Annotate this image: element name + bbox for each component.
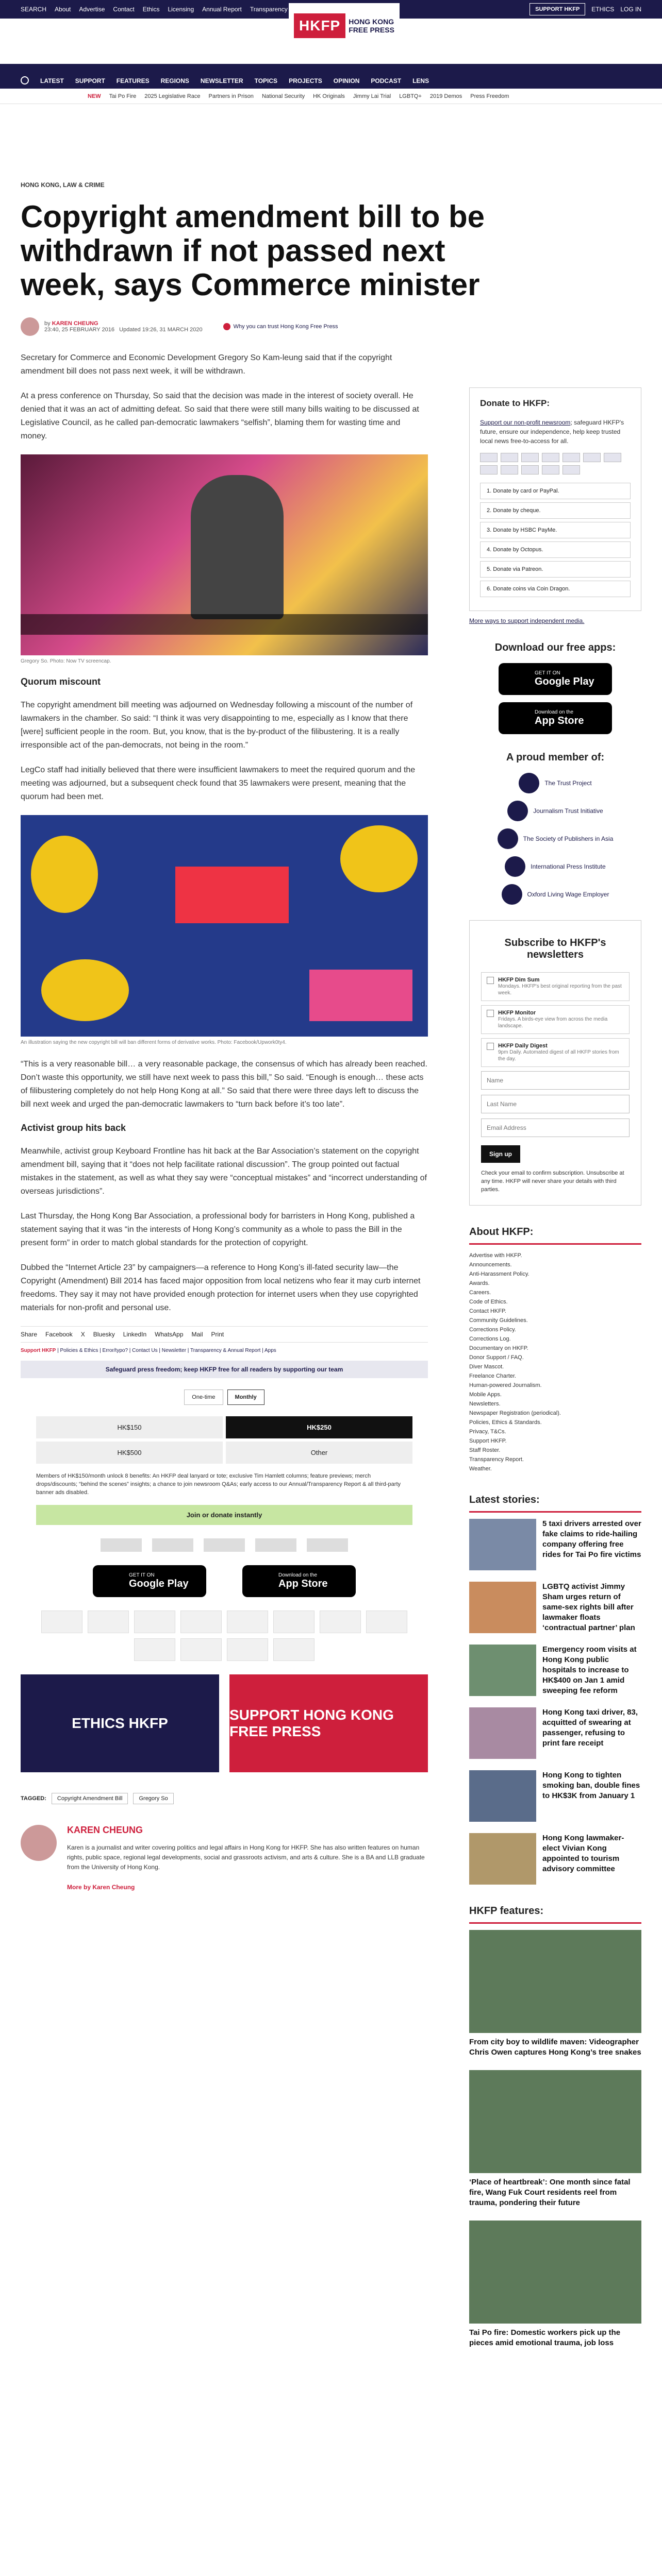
about-item[interactable]: Anti-Harassment Policy. [469,1271,529,1277]
membership-note: Members of HK$150/month unlock 8 benefits: An HKFP deal lanyard or tote; exclusive Tim Hamlett columns; feature previews; merch drops/discounts; “behind the scenes” insights; a chance to join newsroom Q&As; early access to our Annual/Transparency Report & all third-party banner ads disabled. [36,1473,401,1496]
newsletter-title: Subscribe to HKFP's newsletters [504,937,606,960]
story-thumbnail[interactable] [469,1770,536,1822]
mastercard-icon [41,1611,82,1633]
latest-story[interactable] [469,1770,641,1822]
jti-icon [507,801,528,821]
donation-frequency [21,1389,428,1405]
octopus-icon [366,1611,407,1633]
byline-by: by [44,320,51,327]
story-thumbnail[interactable] [469,1645,536,1696]
newsletter-box [469,920,641,1206]
top-ethics-link[interactable]: ETHICS [591,6,615,13]
nav-opinion[interactable]: OPINION [333,77,360,84]
author-avatar [21,317,39,336]
nav-regions[interactable]: REGIONS [160,77,189,84]
top-link-transparency[interactable]: Transparency [250,6,288,13]
photo-caption: An illustration saying the new copyright bill will ban different forms of derivative works. Photo: Facebook/Upwork0ty4. [21,1040,287,1045]
trust-icon [223,323,230,330]
sidebar-google-play-badge[interactable]: GET IT ON Google Play [499,663,612,695]
story-thumbnail[interactable] [469,1833,536,1885]
payment-methods [21,1611,428,1661]
subnav-item[interactable]: HK Originals [313,93,345,99]
subnav-item[interactable]: Partners in Prison [208,93,254,99]
feature-story[interactable] [469,1930,641,2058]
promo-ethics-video[interactable]: ETHICS HKFP [21,1674,219,1772]
ipi-icon [505,856,525,877]
last-name-field[interactable] [481,1095,630,1113]
published-date: 23:40, 25 FEBRUARY 2016 [44,327,114,333]
logo-sopa[interactable] [204,1538,245,1552]
top-link-annual-report[interactable]: Annual Report [202,6,242,13]
story-title[interactable]: Hong Kong taxi driver, 83, acquitted of swearing at passenger, refusing to print fare receipt [542,1708,638,1748]
nav-latest[interactable]: LATEST [40,77,64,84]
paragraph: Last Thursday, the Hong Kong Bar Association, a professional body for barristers in Hong Kong, published a statement saying that it was “in the interests of Hong Kong’s community as a whole to pass the Bill in the present form” in order to match global standards for the protection of copyright. [21,1212,415,1247]
amount-option[interactable]: HK$150 [36,1416,223,1438]
about-item[interactable]: Support HKFP. [469,1438,507,1444]
subheading: Quorum miscount [21,676,101,687]
email-field[interactable] [481,1118,630,1137]
donate-option[interactable]: 5. Donate via Patreon. [480,561,631,578]
checkbox[interactable] [487,1010,494,1017]
article-category[interactable]: HONG KONG, LAW & CRIME [21,181,105,189]
amount-option[interactable]: HK$500 [36,1442,223,1464]
subnav-new-label: NEW [88,93,101,99]
subnav-item[interactable]: 2019 Demos [429,93,462,99]
about-item[interactable]: Corrections Policy. [469,1327,516,1333]
paragraph: Meanwhile, activist group Keyboard Frontline has hit back at the Bar Association’s statement on the copyright amendment bill, saying that it “does not help facilitate rational discussion”. The group pointed out factual mistakes in the statement, as well as what they say were “conceptual mistakes” and “incorrect understanding of overseas jurisdictions”. [21,1147,427,1196]
about-item[interactable]: Staff Roster. [469,1447,501,1453]
story-thumbnail[interactable] [469,1707,536,1759]
unionpay-icon [273,1611,315,1633]
share-linkedin[interactable]: LinkedIn [123,1331,147,1338]
login-link[interactable]: LOG IN [620,6,641,13]
patreon-icon [134,1638,175,1661]
nav-projects[interactable]: PROJECTS [289,77,322,84]
share-label[interactable]: Share [21,1331,38,1338]
trust-project-icon [519,773,539,793]
newsletter-note: Check your email to confirm subscription. Unsubscribe at any time. HKFP will never share your details with third parties. [481,1170,624,1193]
living-wage-icon [502,884,522,905]
about-item[interactable]: Advertise with HKFP. [469,1252,522,1259]
support-links[interactable]: Support HKFP | Policies & Ethics | Error/typo? | Contact Us | Newsletter | Transparency & Annual Report | Apps [21,1348,276,1353]
donate-option[interactable]: 6. Donate coins via Coin Dragon. [480,581,631,597]
logo-jti[interactable] [152,1538,193,1552]
feature-image[interactable] [469,1930,641,2033]
paragraph: Dubbed the “Internet Article 23” by campaigners—a reference to Hong Kong’s ill-fated security law—the Copyright (Amendment) Bill 2014 has faced major opposition from local netizens who fear it may curb internet freedoms. They say it may not have provided enough protection for internet users when they use copyrighted materials for non-profit and personal use. [21,1263,421,1312]
member-heading: A proud member of: [506,752,605,763]
share-print[interactable]: Print [211,1331,224,1338]
amount-option[interactable]: Other [226,1442,412,1464]
top-link-licensing[interactable]: Licensing [168,6,194,13]
latest-story[interactable] [469,1519,641,1570]
donate-title: Donate to HKFP: [480,398,550,408]
nav-support[interactable]: SUPPORT [75,77,105,84]
nav-newsletter[interactable]: NEWSLETTER [200,77,243,84]
join-donate-button[interactable]: Join or donate instantly [36,1505,412,1525]
newsletter-option[interactable]: HKFP Monitor Fridays. A birds-eye view from across the media landscape. [481,1005,630,1034]
donate-option[interactable]: 4. Donate by Octopus. [480,541,631,558]
top-link-advertise[interactable]: Advertise [79,6,105,13]
feature-title[interactable]: Tai Po fire: Domestic workers pick up the pieces amid emotional trauma, job loss [469,2328,621,2347]
share-bluesky[interactable]: Bluesky [93,1331,115,1338]
about-item[interactable]: Careers. [469,1290,491,1296]
share-facebook[interactable]: Facebook [45,1331,73,1338]
story-title[interactable]: Hong Kong to tighten smoking ban, double fines to HK$3K from January 1 [542,1771,640,1800]
member-sopa[interactable]: The Society of Publishers in Asia [469,828,641,849]
donate-option[interactable]: 3. Donate by HSBC PayMe. [480,522,631,538]
checkbox[interactable] [487,1043,494,1050]
donate-intro-link[interactable]: Support our non-profit newsroom [480,419,571,426]
story-title[interactable]: LGBTQ activist Jimmy Sham urges return of same-sex rights bill after lawmaker floats ‘contractual partner’ plan [542,1582,635,1632]
paragraph: Secretary for Commerce and Economic Development Gregory So Kam-leung said that if the copyright amendment bill does not pass next week, it will be withdrawn. [21,353,392,376]
donate-option[interactable]: 2. Donate by cheque. [480,502,631,519]
newsletter-option[interactable]: HKFP Daily Digest 9pm Daily. Automated digest of all HKFP stories from the day. [481,1038,630,1067]
tag[interactable]: Gregory So [133,1793,173,1804]
author-bio-avatar [21,1825,57,1861]
byline [21,317,641,336]
about-title: About HKFP: [469,1226,641,1245]
about-item[interactable]: Weather. [469,1466,492,1472]
gpay-icon [227,1638,268,1661]
latest-story[interactable] [469,1833,641,1885]
newsletter-option[interactable]: HKFP Dim Sum Mondays. HKFP's best original reporting from the past week. [481,972,630,1001]
latest-story[interactable] [469,1582,641,1633]
logo-line-2: FREE PRESS [349,26,394,34]
signup-button[interactable]: Sign up [481,1145,520,1163]
safeguard-banner[interactable]: Safeguard press freedom; keep HKFP free for all readers by supporting our team [21,1361,428,1378]
promo-support-video[interactable]: SUPPORT HONG KONG FREE PRESS [229,1674,428,1772]
sidebar-app-store-badge[interactable]: Download on the App Store [499,702,612,734]
subnav-item[interactable]: Press Freedom [470,93,509,99]
paragraph: The copyright amendment bill meeting was adjourned on Wednesday following a miscount of the number of lawmakers in the chamber. So said: “I think it was very disappointing to me, especially as I know that there [were] sufficient people in the room. But, you know, that is the by-product of the filibustering. It is a really irresponsible act of the pan-democrats, not being in the room.” [21,701,413,750]
subheading: Activist group hits back [21,1123,126,1133]
article-illustration[interactable] [21,815,428,1037]
about-list [469,1251,641,1473]
nav-lens[interactable]: LENS [412,77,429,84]
more-ways-link[interactable]: More ways to support independent media. [469,617,585,624]
about-item[interactable]: Diver Mascot. [469,1364,504,1370]
author-bio [21,1825,428,1891]
feature-image[interactable] [469,2221,641,2324]
nav-topics[interactable]: TOPICS [254,77,278,84]
top-link-contact[interactable]: Contact [113,6,135,13]
amount-option-selected[interactable]: HK$250 [226,1416,412,1438]
first-name-field[interactable] [481,1071,630,1090]
tags-label: TAGGED: [21,1795,46,1802]
photo-caption: Gregory So. Photo: Now TV screencap. [21,658,111,664]
about-item[interactable]: Policies, Ethics & Standards. [469,1419,542,1426]
site-logo[interactable] [289,3,400,48]
applepay-icon [273,1638,315,1661]
about-item[interactable]: Documentary on HKFP. [469,1345,528,1351]
nav-podcast[interactable]: PODCAST [371,77,402,84]
about-item[interactable]: Mobile Apps. [469,1392,502,1398]
story-thumbnail[interactable] [469,1519,536,1570]
subnav-item[interactable]: National Security [261,93,305,99]
about-item[interactable]: Donor Support / FAQ. [469,1354,524,1361]
main-nav [0,64,662,89]
article-tags [21,1793,428,1804]
subnav-item[interactable]: Tai Po Fire [109,93,137,99]
latest-story[interactable] [469,1645,641,1696]
top-bar [0,0,662,34]
feature-image[interactable] [469,2070,641,2173]
author-bio-text: Karen is a journalist and writer covering politics and legal affairs in Hong Kong for HKFP. She has also written features on human rights, public space, regional legal developments, social and grassroots activism, and arts & culture. She is a BA and LLB graduate from the University of Hong Kong. [67,1844,425,1871]
member-ipi[interactable]: International Press Institute [469,856,641,877]
share-bar [21,1326,428,1343]
about-item[interactable]: Contact HKFP. [469,1308,506,1314]
about-item[interactable]: Announcements. [469,1262,512,1268]
trust-link[interactable] [223,323,338,330]
features-title: HKFP features: [469,1905,641,1924]
payment-card-icons [480,453,631,474]
logo-line-1: HONG KONG [349,18,394,26]
feature-story[interactable] [469,2221,641,2348]
features-section [469,1905,641,2348]
author-bio-name[interactable]: KAREN CHEUNG [67,1825,143,1835]
payme-icon [180,1638,222,1661]
member-logos-row [21,1538,428,1552]
nav-features[interactable]: FEATURES [116,77,150,84]
share-mail[interactable]: Mail [191,1331,203,1338]
logo-living-wage[interactable] [307,1538,348,1552]
author-link[interactable]: KAREN CHEUNG [52,320,98,327]
share-x[interactable]: X [80,1331,85,1338]
article-title: Copyright amendment bill to be withdrawn if not passed next week, says Commerce minister [21,199,485,302]
app-download-row [21,1565,428,1597]
tag[interactable]: Copyright Amendment Bill [52,1793,128,1804]
about-item[interactable]: Newspaper Registration (periodical). [469,1410,561,1416]
about-item[interactable]: Human-powered Journalism. [469,1382,542,1388]
promo-videos [21,1674,428,1772]
top-link-about[interactable]: About [55,6,71,13]
member-living-wage[interactable]: Oxford Living Wage Employer [469,884,641,905]
support-hkfp-button[interactable]: SUPPORT HKFP [529,3,585,15]
top-links [21,6,333,13]
jcb-icon [227,1611,268,1633]
article-body [21,351,428,1891]
about-item[interactable]: Freelance Charter. [469,1373,517,1379]
about-item[interactable]: Newsletters. [469,1401,501,1407]
member-trust-project[interactable]: The Trust Project [469,773,641,793]
about-item[interactable]: Community Guidelines. [469,1317,528,1324]
sub-nav [0,89,662,104]
story-thumbnail[interactable] [469,1582,536,1633]
apps-heading: Download our free apps: [494,642,616,653]
paragraph: LegCo staff had initially believed that there were insufficient lawmakers to meet the required quorum and the meeting was adjourned, but a subsequent check found that 35 lawmakers were present, meaning that the quorum had been met. [21,766,416,801]
freq-one-time[interactable]: One-time [184,1389,223,1405]
logo-trust-project[interactable] [101,1538,142,1552]
story-title[interactable]: 5 taxi drivers arrested over fake claims to ride-hailing company offering free rides for Tai Po fire victims [542,1519,641,1559]
trust-text: Why you can trust Hong Kong Free Press [233,324,338,330]
story-title[interactable]: Hong Kong lawmaker-elect Vivian Kong appointed to tourism advisory committee [542,1834,624,1873]
about-section [469,1226,641,1473]
about-item[interactable]: Awards. [469,1280,490,1286]
article-photo-gregory-so[interactable] [21,454,428,655]
subnav-item[interactable]: 2025 Legislative Race [144,93,201,99]
donation-amounts [36,1416,412,1464]
logo-mark: HKFP [294,13,345,38]
freq-monthly[interactable]: Monthly [227,1389,264,1405]
search-icon[interactable] [21,76,29,84]
about-item[interactable]: Transparency Report. [469,1456,524,1463]
updated-date: Updated 19:26, 31 MARCH 2020 [119,327,203,333]
subnav-item[interactable]: LGBTQ+ [399,93,422,99]
amex-icon [180,1611,222,1633]
sidebar [469,387,641,2361]
visa-icon [134,1611,175,1633]
latest-stories [469,1494,641,1885]
sopa-icon [498,828,518,849]
feature-title[interactable]: From city boy to wildlife maven: Videographer Chris Owen captures Hong Kong’s tree snakes [469,2038,641,2057]
subnav-item[interactable]: Jimmy Lai Trial [353,93,391,99]
feature-title[interactable]: ‘Place of heartbreak’: One month since fatal fire, Wang Fuk Court residents reel from trauma, pondering their future [469,2178,631,2207]
app-store-badge[interactable]: Download on the App Store [242,1565,356,1597]
fps-icon [320,1611,361,1633]
donate-option[interactable]: 1. Donate by card or PayPal. [480,483,631,499]
paypal-icon [88,1611,129,1633]
share-whatsapp[interactable]: WhatsApp [155,1331,184,1338]
top-link-ethics[interactable]: Ethics [142,6,160,13]
logo-ipi[interactable] [255,1538,296,1552]
about-item[interactable]: Privacy, T&Cs. [469,1429,506,1435]
paragraph: At a press conference on Thursday, So said that the decision was made in the interest of society overall. He denied that it was an act of admitting defeat. So said that there were still many bills waiting to be discussed at Legislative Council, as he called pan-democratic lawmakers “selfish”, blaming them for wasting time and money. [21,392,419,440]
paragraph: “This is a very reasonable bill… a very reasonable package, the consensus of which has already been reached. Don’t waste this opportunity, we still have next week to pass this bill,” So said. “Enough is enough… these acts of filibustering completely do not help Hong Kong at all.” So said that there were three days left to discuss the bill next week and urged the pan-democratic lawmakers to “turn back before it’s too late”. [21,1060,427,1109]
latest-story[interactable] [469,1707,641,1759]
checkbox[interactable] [487,977,494,984]
donate-box: Donate to HKFP: Support our non-profit newsroom; safeguard HKFP's future, ensure our independence, help keep trusted local news free-to-access for all. 1. Donate by card or PayPal. 2. Donate by cheque. 3. Donate by HSBC PayMe. 4. Donate by Octopus. 5. Donate via Patreon. 6. Donate coins via Coin Dragon. [469,387,641,611]
member-jti[interactable]: Journalism Trust Initiative [469,801,641,821]
google-play-badge[interactable]: GET IT ON Google Play [93,1565,206,1597]
more-by-author-link[interactable]: More by Karen Cheung [67,1884,135,1891]
about-item[interactable]: Code of Ethics. [469,1299,508,1305]
feature-story[interactable] [469,2070,641,2208]
top-link-search[interactable]: SEARCH [21,6,47,13]
latest-title: Latest stories: [469,1494,641,1513]
about-item[interactable]: Corrections Log. [469,1336,511,1342]
story-title[interactable]: Emergency room visits at Hong Kong public hospitals to increase to HK$400 on Jan 1 amid sweeping fee reform [542,1645,637,1695]
